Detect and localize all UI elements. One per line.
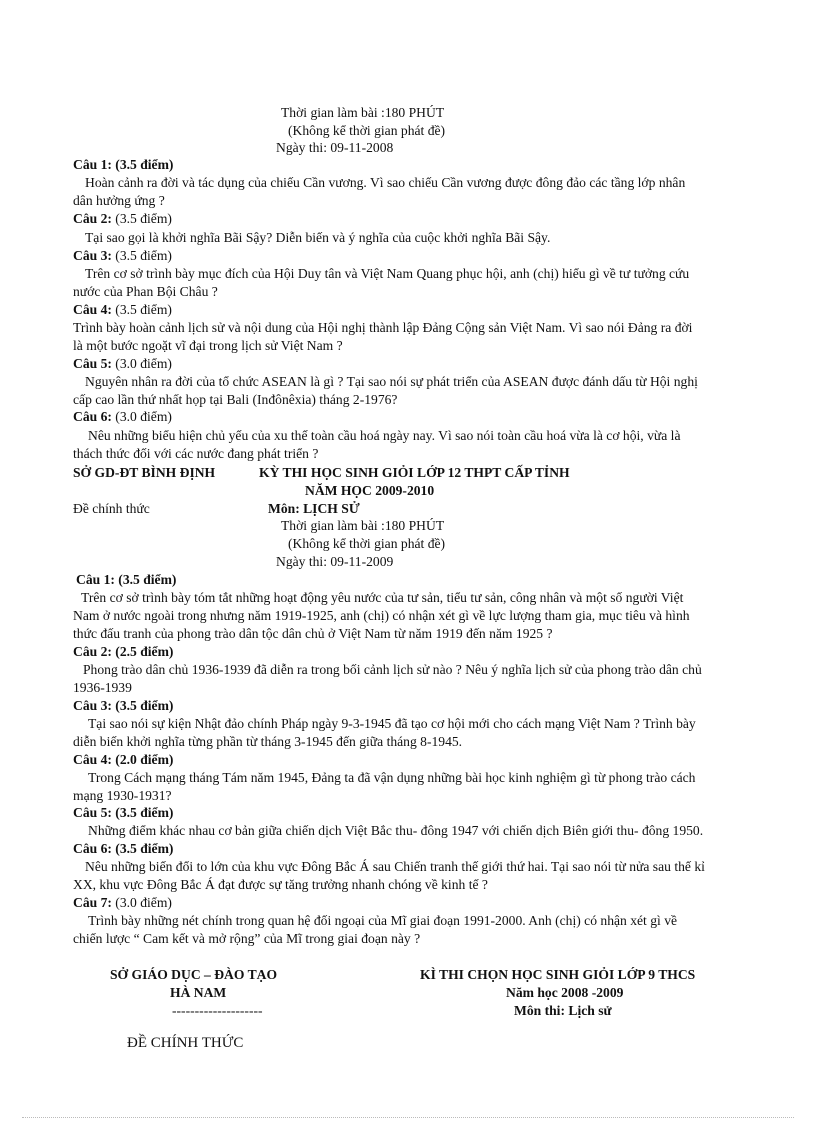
province-name: HÀ NAM: [170, 985, 227, 1000]
question-text: Trong Cách mạng tháng Tám năm 1945, Đảng ta đã vận dụng những bài học kinh nghiệm gì từ phong trào cách: [88, 770, 696, 785]
question-label: Câu 7: (3.0 điểm): [73, 895, 172, 910]
exam-time: Thời gian làm bài :180 PHÚT: [281, 518, 445, 533]
official-label: Đề chính thức: [73, 501, 150, 516]
question-label: Câu 5: (3.0 điểm): [73, 356, 172, 371]
exam-time-note: (Không kể thời gian phát đề): [288, 536, 446, 551]
question-text: Nêu những biến đổi to lớn của khu vực Đông Bắc Á sau Chiến tranh thế giới thứ hai. Tại sao nói từ nửa sau thế kỉ: [85, 859, 705, 874]
exam-time-note: (Không kể thời gian phát đề): [288, 123, 446, 138]
question-text: Trên cơ sở trình bày tóm tắt những hoạt động yêu nước của tư sản, tiểu tư sản, công nhân và một số người Việt: [81, 590, 684, 605]
question-label: Câu 3: (3.5 điểm): [73, 248, 172, 263]
question-text: Trình bày những nét chính trong quan hệ đối ngoại của Mĩ giai đoạn 1991-2000. Anh (chị) có nhận xét gì về: [88, 913, 678, 928]
question-text: Trên cơ sở trình bày mục đích của Hội Duy tân và Việt Nam Quang phục hội, anh (chị) hiểu gì về tư tưởng cứu: [85, 266, 690, 281]
official-label: ĐỀ CHÍNH THỨC: [127, 1035, 244, 1051]
question-label: Câu 3: (3.5 điểm): [73, 698, 174, 713]
question-text: Nguyên nhân ra đời của tổ chức ASEAN là gì ? Tại sao nói sự phát triển của ASEAN được đánh dấu từ Hội nghị: [85, 374, 698, 389]
question-label: Câu 4: (2.0 điểm): [73, 752, 174, 767]
question-text: chiến lược “ Cam kết và mở rộng” của Mĩ trong giai đoạn này ?: [73, 931, 421, 946]
question-text: Hoàn cảnh ra đời và tác dụng của chiếu Cần vương. Vì sao chiếu Cần vương được đông đảo các tầng lớp nhân: [85, 175, 686, 190]
question-label: Câu 2: (3.5 điểm): [73, 211, 172, 226]
question-text: mạng 1930-1931?: [73, 788, 172, 803]
question-label: Câu 6: (3.0 điểm): [73, 409, 172, 424]
exam-title: KÌ THI CHỌN HỌC SINH GIỎI LỚP 9 THCS: [420, 967, 696, 982]
question-text: dân hưởng ứng ?: [73, 193, 165, 208]
question-label: Câu 5: (3.5 điểm): [73, 805, 174, 820]
question-text: thức đấu tranh của phong trào dân tộc dân chủ ở Việt Nam từ năm 1919 đến năm 1925 ?: [73, 626, 553, 641]
question-label: Câu 4: (3.5 điểm): [73, 302, 172, 317]
question-text: nước của Phan Bội Châu ?: [73, 284, 218, 299]
question-text: Phong trào dân chủ 1936-1939 đã diễn ra trong bối cảnh lịch sử nào ? Nêu ý nghĩa lịch sử của phong trào dân chủ: [83, 662, 702, 677]
exam-subject: Môn thi: Lịch sử: [514, 1003, 612, 1018]
question-text: là một bước ngoặt vĩ đại trong lịch sử Việt Nam ?: [73, 338, 343, 353]
department-name: SỞ GD-ĐT BÌNH ĐỊNH: [73, 465, 216, 480]
page-bottom-border: [22, 1117, 794, 1118]
question-text: XX, khu vực Đông Bắc Á đạt được sự tăng trưởng nhanh chóng về kinh tế ?: [73, 877, 488, 892]
question-text: diễn biến khởi nghĩa từng phần từ tháng 3-1945 đến giữa tháng 8-1945.: [73, 734, 463, 749]
question-text: 1936-1939: [73, 680, 132, 695]
question-text: thách thức đối với các nước đang phát triển ?: [73, 446, 319, 461]
school-year: NĂM HỌC 2009-2010: [305, 483, 435, 498]
question-label: Câu 6: (3.5 điểm): [73, 841, 174, 856]
exam-subject: Môn: LỊCH SỬ: [268, 501, 360, 516]
exam-title: KỲ THI HỌC SINH GIỎI LỚP 12 THPT CẤP TỈNH: [259, 465, 570, 480]
header-divider: --------------------: [172, 1003, 263, 1018]
question-text: Nam ở nước ngoài trong nhưng năm 1919-1925, anh (chị) có nhận xét gì về lực lượng tham gia, mục tiêu và hình: [73, 608, 690, 623]
school-year: Năm học 2008 -2009: [506, 985, 624, 1000]
question-text: Những điểm khác nhau cơ bản giữa chiến dịch Việt Bắc thu- đông 1947 với chiến dịch Biên giới thu- đông 1950.: [88, 823, 704, 838]
exam-date: Ngày thi: 09-11-2008: [276, 140, 394, 155]
question-label: Câu 1: (3.5 điểm): [73, 157, 174, 172]
question-text: Nêu những biểu hiện chủ yếu của xu thế toàn cầu hoá ngày nay. Vì sao nói toàn cầu hoá vừa là cơ hội, vừa là: [88, 428, 681, 443]
department-name: SỞ GIÁO DỤC – ĐÀO TẠO: [110, 967, 278, 982]
question-label: Câu 2: (2.5 điểm): [73, 644, 174, 659]
exam-time: Thời gian làm bài :180 PHÚT: [281, 105, 445, 120]
question-text: Trình bày hoàn cảnh lịch sử và nội dung của Hội nghị thành lập Đảng Cộng sản Việt Nam. Vì sao nói Đảng ra đời: [73, 320, 693, 335]
question-label: Câu 1: (3.5 điểm): [76, 572, 177, 587]
question-text: cấp cao lần thứ nhất họp tại Bali (Inđônêxia) tháng 2-1976?: [73, 392, 398, 407]
question-text: Tại sao nói sự kiện Nhật đảo chính Pháp ngày 9-3-1945 đã tạo cơ hội mới cho cách mạng Việt Nam ? Trình bày: [88, 716, 696, 731]
exam-date: Ngày thi: 09-11-2009: [276, 554, 394, 569]
question-text: Tại sao gọi là khởi nghĩa Bãi Sậy? Diễn biến và ý nghĩa của cuộc khởi nghĩa Bãi Sậy.: [85, 230, 551, 245]
